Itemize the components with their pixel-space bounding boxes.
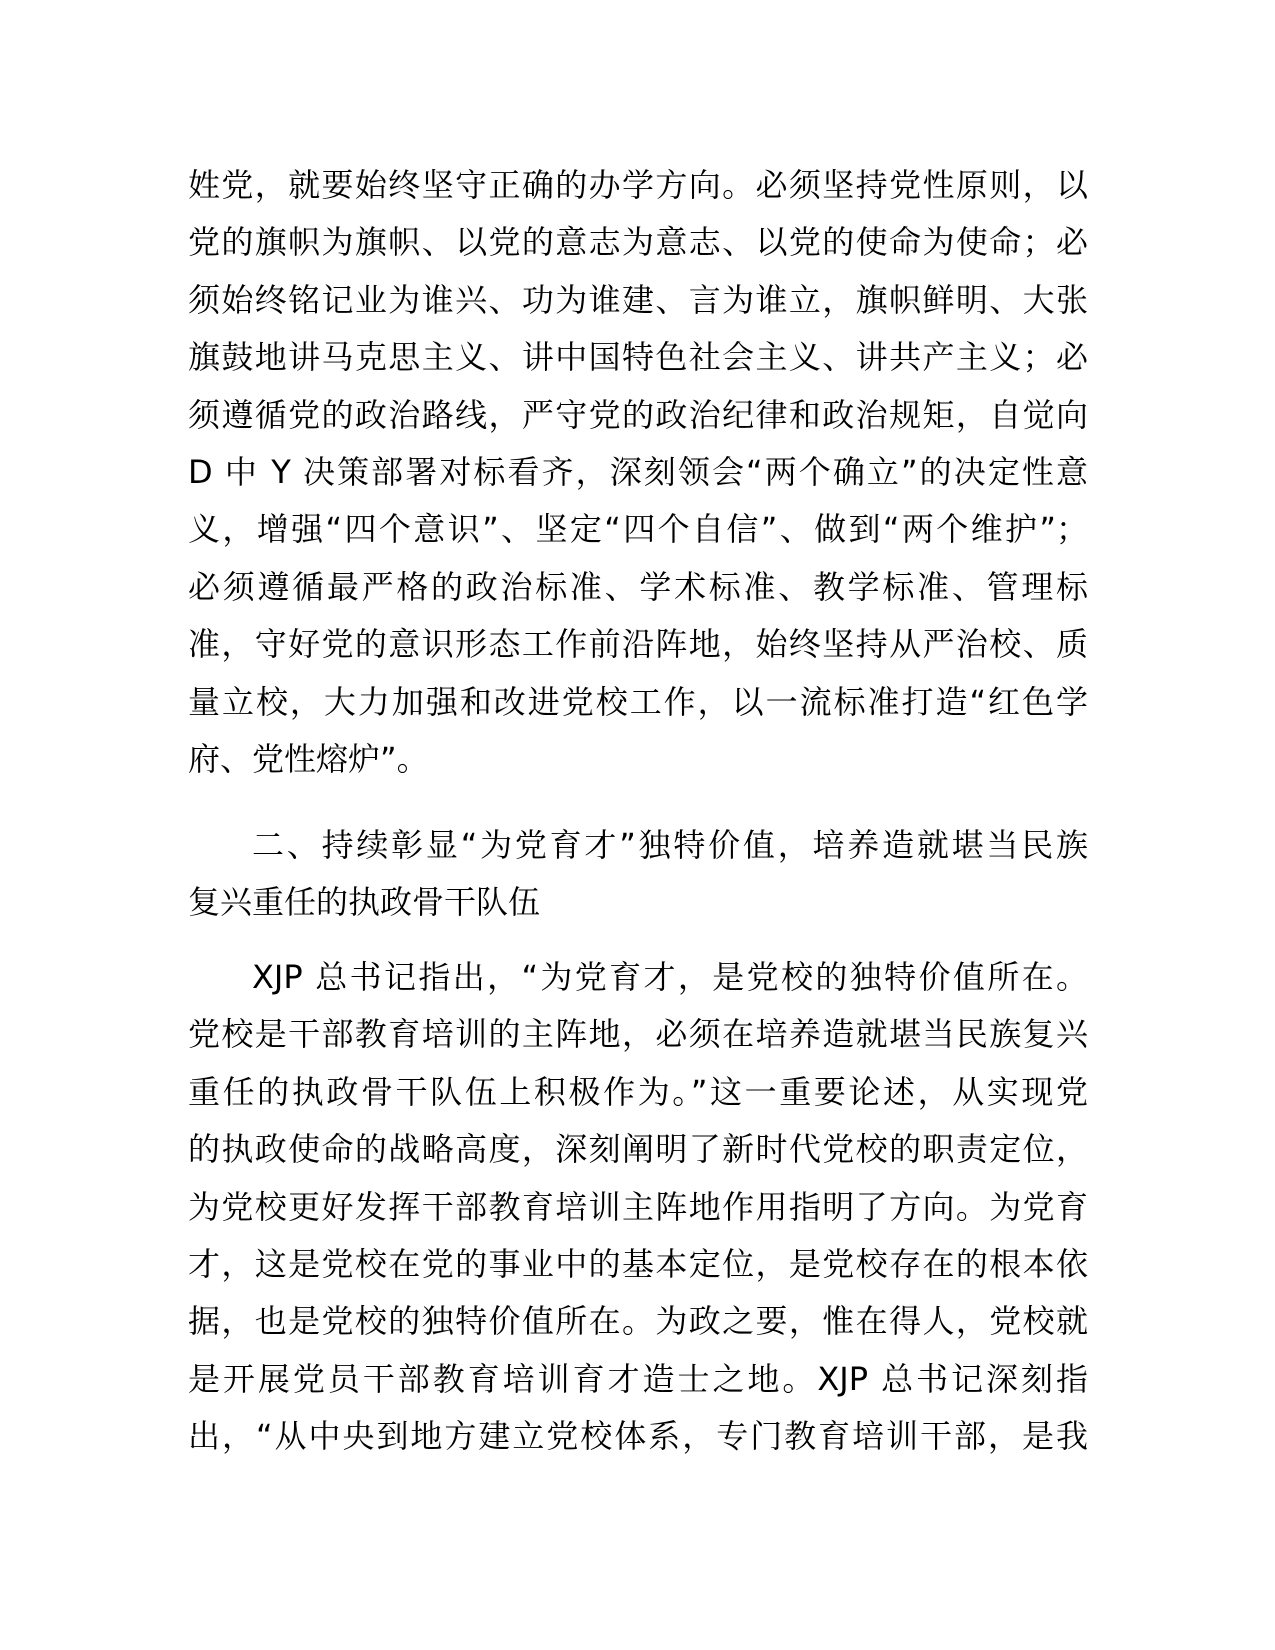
text-line: 旗鼓地讲马克思主义、讲中国特色社会主义、讲共产主义；必: [188, 338, 1088, 377]
paragraph-party-talent: [188, 949, 1088, 1466]
paragraph-party-direction: [188, 157, 1088, 788]
section-heading: [188, 817, 1088, 932]
text-line: 准，守好党的意识形态工作前沿阵地，始终坚持从严治校、质: [188, 625, 1088, 664]
text-line: 据，也是党校的独特价值所在。为政之要，惟在得人，党校就: [188, 1302, 1088, 1341]
heading-line: 二、持续彰显“为党育才”独特价值，培养造就堪当民族: [252, 826, 1088, 864]
text-line: 姓党，就要始终坚守正确的办学方向。必须坚持党性原则，以: [188, 166, 1088, 204]
text-line: 出，“从中央到地方建立党校体系，专门教育培训干部，是我: [188, 1417, 1088, 1456]
text-line: 为党校更好发挥干部教育培训主阵地作用指明了方向。为党育: [188, 1187, 1088, 1226]
text-line: 重任的执政骨干队伍上积极作为。”这一重要论述，从实现党: [188, 1072, 1088, 1111]
text-line: 量立校，大力加强和改进党校工作，以一流标准打造“红色学: [188, 682, 1088, 721]
text-line: 党校是干部教育培训的主阵地，必须在培养造就堪当民族复兴: [188, 1015, 1088, 1054]
text-line: 须始终铭记业为谁兴、功为谁建、言为谁立，旗帜鲜明、大张: [188, 280, 1088, 319]
text-line: 必须遵循最严格的政治标准、学术标准、教学标准、管理标: [188, 567, 1088, 606]
text-line: 义，增强“四个意识”、坚定“四个自信”、做到“两个维护”；: [188, 510, 1088, 549]
text-line: 是开展党员干部教育培训育才造士之地。XJP 总书记深刻指: [188, 1359, 1088, 1398]
text-line: 才，这是党校在党的事业中的基本定位，是党校存在的根本依: [188, 1244, 1088, 1283]
text-line: XJP 总书记指出，“为党育才，是党校的独特价值所在。: [252, 958, 1088, 996]
text-line: 的执政使命的战略高度，深刻阐明了新时代党校的职责定位，: [188, 1130, 1088, 1169]
text-line: D 中 Y 决策部署对标看齐，深刻领会“两个确立”的决定性意: [188, 452, 1088, 491]
text-line: 府、党性熔炉”。: [188, 739, 429, 778]
text-line: 党的旗帜为旗帜、以党的意志为意志、以党的使命为使命；必: [188, 223, 1088, 262]
text-line: 须遵循党的政治路线，严守党的政治纪律和政治规矩，自觉向: [188, 395, 1088, 434]
heading-line: 复兴重任的执政骨干队伍: [188, 883, 541, 922]
